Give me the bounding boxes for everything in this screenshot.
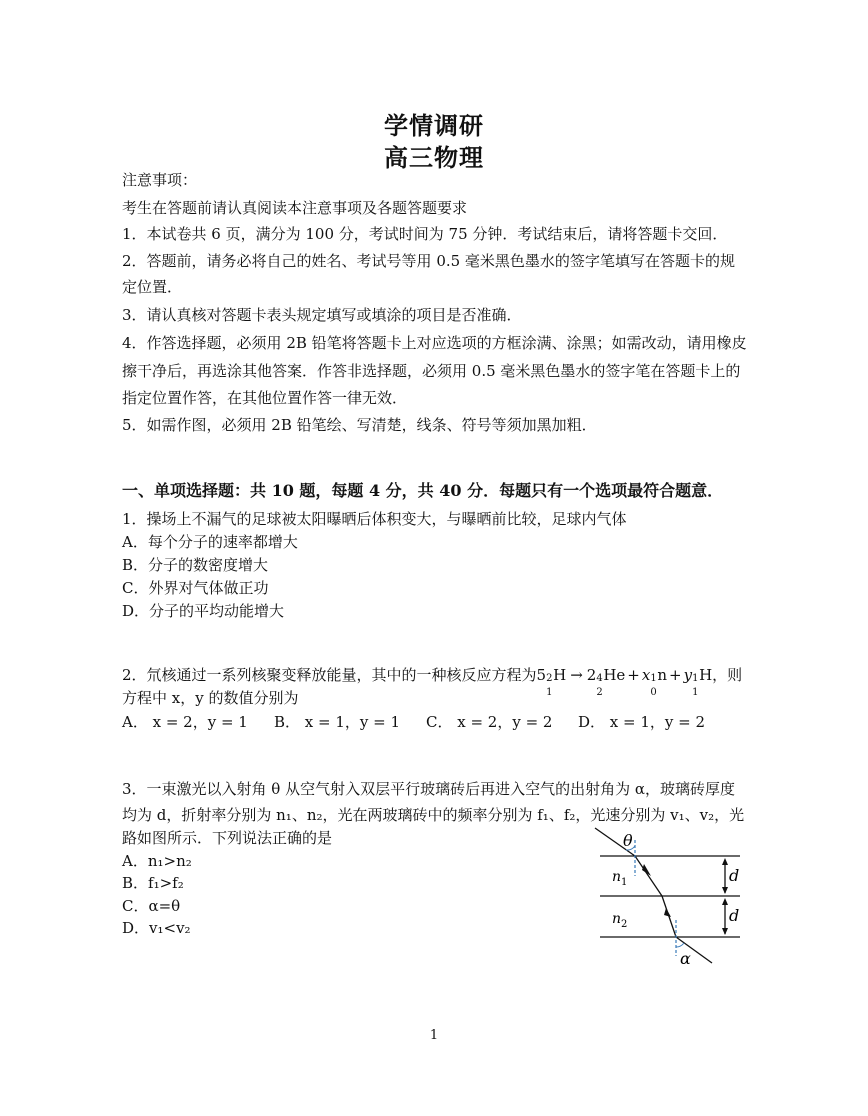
alpha-arc bbox=[676, 943, 684, 947]
thickness-arrowhead bbox=[722, 928, 728, 935]
notice-item: 1．本试卷共 6 页，满分为 100 分，考试时间为 75 分钟．考试结束后，请将答题卡交回． bbox=[122, 225, 728, 243]
notice-item: 指定位置作答，在其他位置作答一律无效． bbox=[122, 389, 408, 407]
thickness-arrowhead bbox=[722, 887, 728, 894]
q1-option-c: C．外界对气体做正功 bbox=[122, 579, 269, 597]
n1-label: $n_1$ bbox=[612, 869, 628, 888]
q2-stem-line2: 方程中 x，y 的数值分别为 bbox=[122, 689, 299, 707]
q3-option-b: B．f₁>f₂ bbox=[122, 874, 184, 892]
notice-item: 定位置． bbox=[122, 278, 183, 296]
question-3-stem-line3: 路如图所示．下列说法正确的是 bbox=[122, 829, 333, 847]
q2-stem-text: 2．氘核通过一系列核聚变释放能量，其中的一种核反应方程为 bbox=[122, 666, 537, 684]
question-3-stem: 3．一束激光以入射角 θ 从空气射入双层平行玻璃砖后再进入空气的出射角为 α，玻璃砖厚度 bbox=[122, 780, 736, 798]
thickness-arrowhead bbox=[722, 858, 728, 865]
notice-heading: 注意事项： bbox=[122, 171, 198, 189]
q2-option-b: B． x = 1，y = 1 bbox=[274, 713, 401, 731]
q3-option-c: C．α=θ bbox=[122, 897, 181, 915]
q2-option-c: C． x = 2，y = 2 bbox=[426, 713, 553, 731]
question-2-stem: 2．氘核通过一系列核聚变释放能量，其中的一种核反应方程为5 2 1 H → 2 4 2 He + x 1 0 n + y 1 1 H，则 bbox=[122, 666, 743, 698]
ray-arrowhead bbox=[642, 864, 651, 876]
q1-option-d: D．分子的平均动能增大 bbox=[122, 602, 285, 620]
light-path-figure bbox=[590, 820, 750, 975]
n2-label: $n_2$ bbox=[612, 911, 628, 930]
thickness-arrowhead bbox=[722, 898, 728, 905]
notice-item: 5．如需作图，必须用 2B 铅笔绘、写清楚，线条、符号等须加黑加粗． bbox=[122, 416, 597, 434]
exam-subject: 高三物理 bbox=[384, 143, 484, 172]
thickness-label-1: d bbox=[729, 866, 740, 885]
refracted-ray-1 bbox=[635, 856, 662, 896]
q2-option-a: A． x = 2，y = 1 bbox=[122, 713, 248, 731]
notice-intro: 考生在答题前请认真阅读本注意事项及各题答题要求 bbox=[122, 199, 468, 217]
q2-options bbox=[122, 711, 748, 732]
q2-option-d: D． x = 1，y = 2 bbox=[578, 713, 706, 731]
ray-arrowhead bbox=[664, 908, 671, 917]
exam-title: 学情调研 bbox=[384, 111, 484, 140]
q1-option-b: B．分子的数密度增大 bbox=[122, 556, 269, 574]
question-3-stem-line2: 均为 d，折射率分别为 n₁、n₂，光在两玻璃砖中的频率分别为 f₁、f₂，光速分别为 v₁、v₂，光 bbox=[122, 806, 745, 824]
alpha-label: α bbox=[680, 949, 691, 968]
notice-item: 3．请认真核对答题卡表头规定填写或填涂的项目是否准确． bbox=[122, 306, 522, 324]
question-1-stem: 1．操场上不漏气的足球被太阳曝晒后体积变大，与曝晒前比较，足球内气体 bbox=[122, 510, 627, 528]
notice-item: 擦干净后，再选涂其他答案．作答非选择题，必须用 0.5 毫米黑色墨水的签字笔在答题卡上的 bbox=[122, 362, 741, 380]
refracted-ray-2 bbox=[662, 896, 676, 937]
theta-label: θ bbox=[623, 831, 633, 850]
page-number: 1 bbox=[429, 1028, 439, 1043]
notice-item: 2．答题前，请务必将自己的姓名、考试号等用 0.5 毫米黑色墨水的签字笔填写在答题卡的规 bbox=[122, 252, 735, 270]
q3-option-d: D．v₁<v₂ bbox=[122, 919, 191, 937]
nuclear-equation: 5 2 1 H → 2 4 2 He + x 1 0 n + y 1 1 H bbox=[536, 666, 713, 698]
thickness-label-2: d bbox=[729, 906, 740, 925]
q1-option-a: A．每个分子的速率都增大 bbox=[122, 533, 298, 551]
q3-option-a: A．n₁>n₂ bbox=[122, 852, 192, 870]
notice-item: 4．作答选择题，必须用 2B 铅笔将答题卡上对应选项的方框涂满、涂黑；如需改动，请用橡皮 bbox=[122, 334, 747, 352]
section-heading: 一、单项选择题：共 10 题，每题 4 分，共 40 分．每题只有一个选项最符合题意． bbox=[122, 481, 724, 500]
